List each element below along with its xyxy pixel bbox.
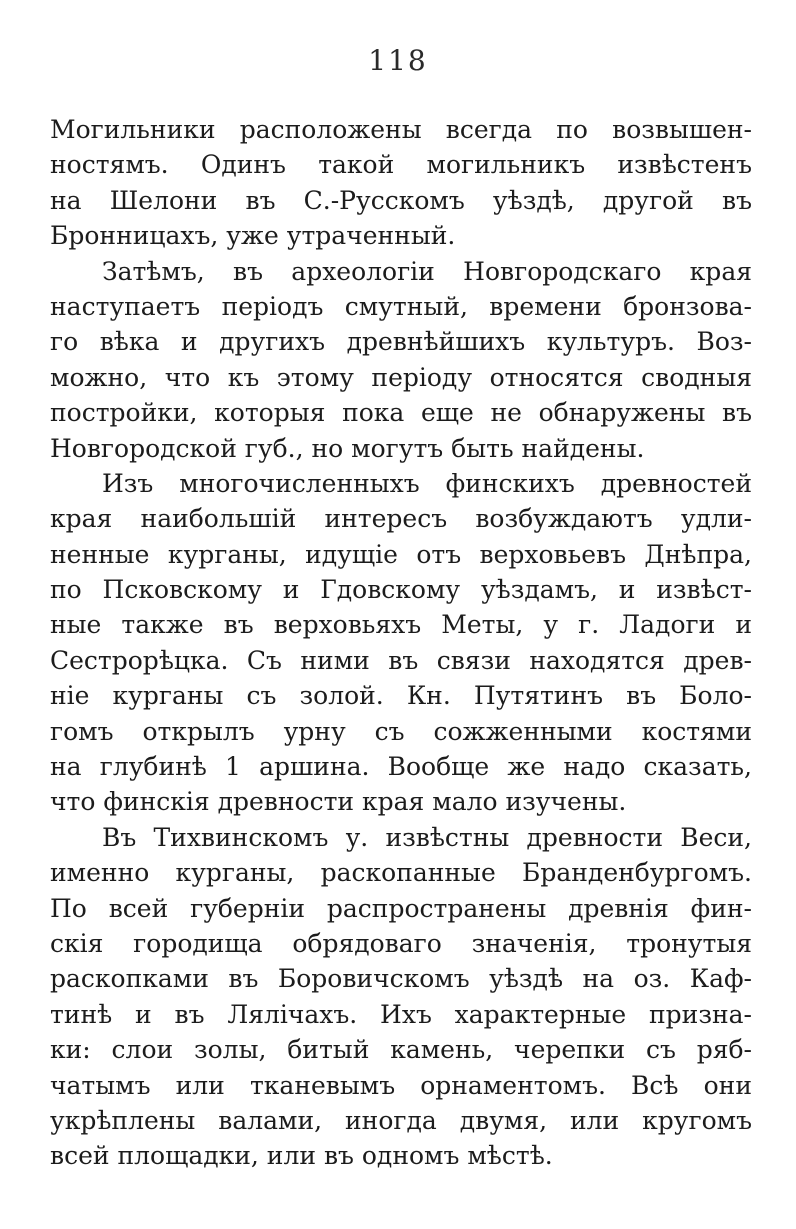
text-line: по Псковскому и Гдовскому уѣздамъ, и извѣст- <box>50 575 752 605</box>
text-line: ки: слои золы, битый камень, черепки съ ряб- <box>50 1035 752 1065</box>
text-line: ные также въ верховьяхъ Меты, у г. Ладоги и <box>50 610 752 640</box>
text-line: Затѣмъ, въ археологіи Новгородскаго края <box>102 256 752 286</box>
text-line: именно курганы, раскопанные Бранденбургомъ. <box>50 858 752 888</box>
text-line: наступаетъ періодъ смутный, времени бронзова- <box>50 291 752 321</box>
body-text <box>50 112 752 1174</box>
text-line: укрѣплены валами, иногда двумя, или кругомъ <box>50 1105 752 1135</box>
text-line: Новгородской губ., но могутъ быть найдены. <box>50 433 645 463</box>
text-line: Изъ многочисленныхъ финскихъ древностей <box>102 468 752 498</box>
text-line: края наибольшій интересъ возбуждаютъ удли- <box>50 504 752 534</box>
text-line: чатымъ или тканевымъ орнаментомъ. Всѣ они <box>50 1070 752 1100</box>
page-number: 118 <box>368 44 428 77</box>
text-line: тинѣ и въ Лялічахъ. Ихъ характерные призна- <box>50 999 752 1029</box>
text-line: Бронницахъ, уже утраченный. <box>50 221 456 251</box>
text-line: ненные курганы, идущіе отъ верховьевъ Днѣпра, <box>50 539 752 569</box>
text-line: ніе курганы съ золой. Кн. Путятинъ въ Болo- <box>50 681 752 711</box>
text-line: Сестрорѣцка. Съ ними въ связи находятся древ- <box>50 645 752 675</box>
text-line: всей площадки, или въ одномъ мѣстѣ. <box>50 1141 553 1171</box>
text-line: Въ Тихвинскомъ у. извѣстны древности Веси, <box>102 822 752 852</box>
text-line: го вѣка и другихъ древнѣйшихъ культуръ. Воз- <box>50 327 752 357</box>
text-line: можно, что къ этому періоду относятся сводныя <box>50 362 752 392</box>
text-line: По всей губерніи распространены древнія фин- <box>50 893 752 923</box>
text-line: постройки, которыя пока еще не обнаружены въ <box>50 398 752 428</box>
text-line: гомъ открылъ урну съ сожженными костями <box>50 716 752 746</box>
text-line: что финскія древности края мало изучены. <box>50 787 627 817</box>
text-line: скія городища обрядоваго значенія, тронутыя <box>50 928 752 958</box>
text-line: ностямъ. Одинъ такой могильникъ извѣстенъ <box>50 150 752 180</box>
text-line: Могильники расположены всегда по возвышен- <box>50 115 752 144</box>
text-line: раскопками въ Боровичскомъ уѣздѣ на оз. Каф- <box>50 964 752 994</box>
text-line: на Шелони въ С.-Русскомъ уѣздѣ, другой въ <box>50 185 752 215</box>
text-line: на глубинѣ 1 аршина. Вообще же надо сказать, <box>50 752 752 782</box>
